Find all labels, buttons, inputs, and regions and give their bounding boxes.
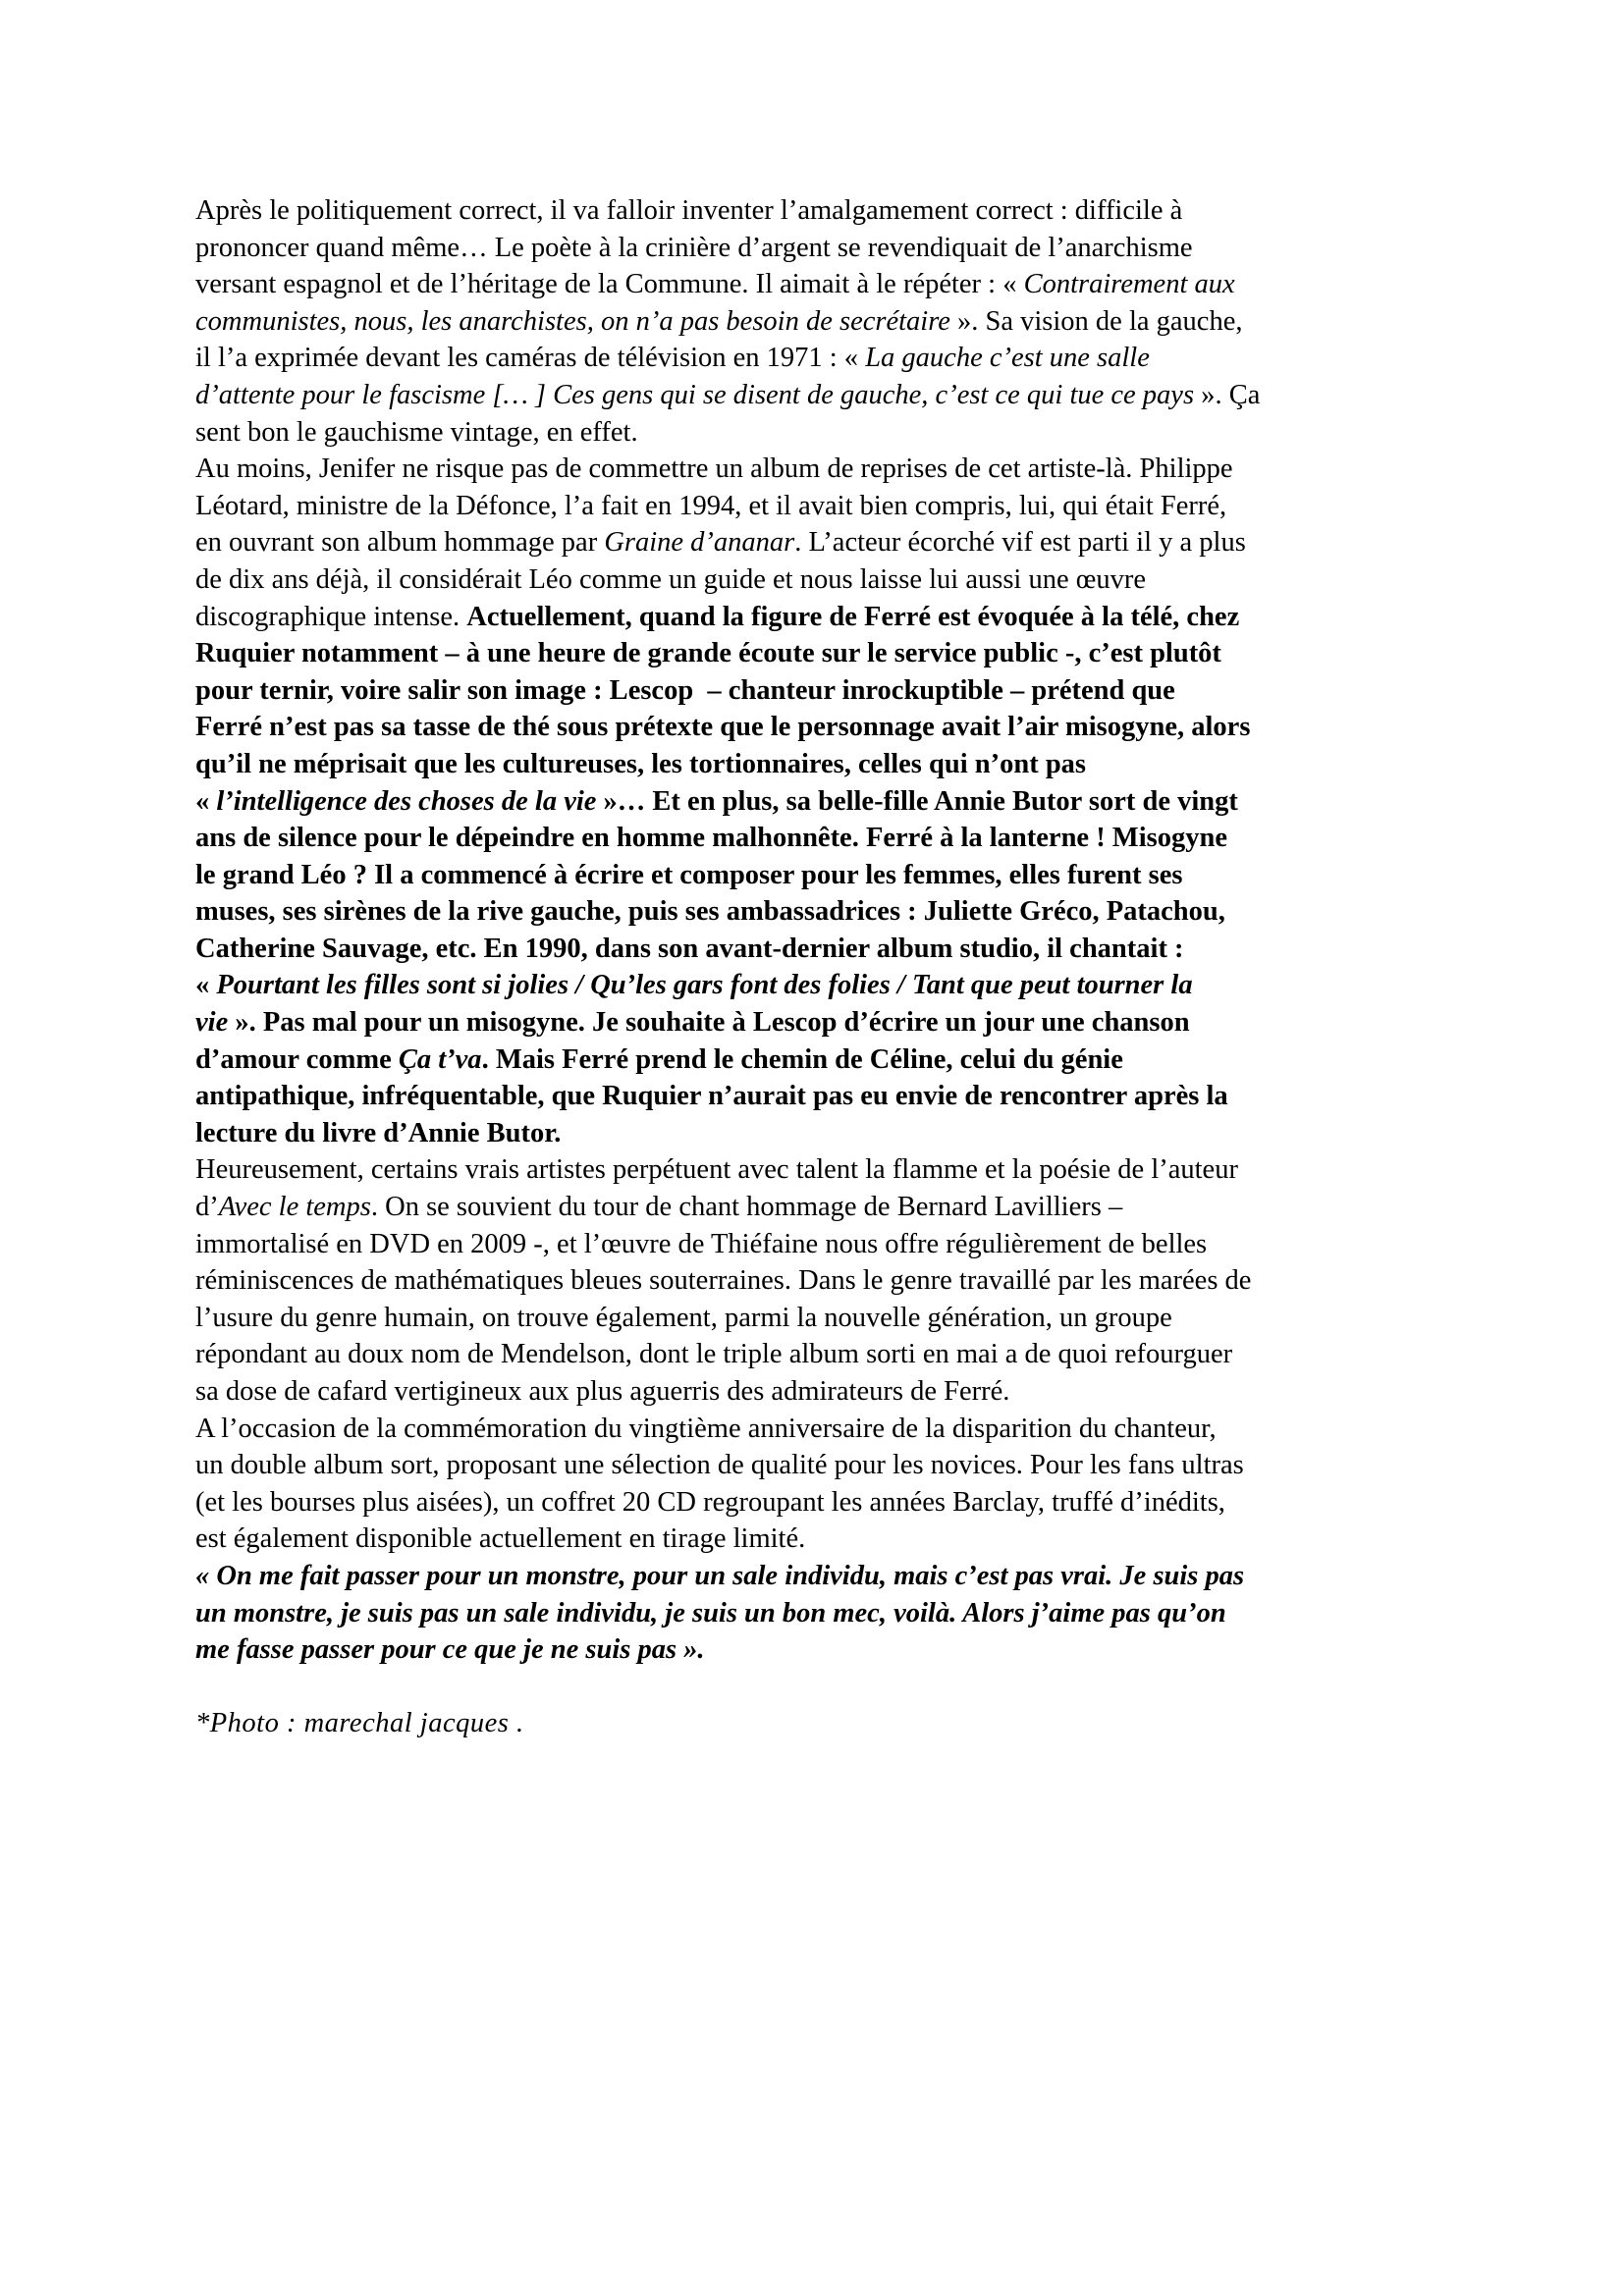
text-line xyxy=(195,967,1491,1004)
text-line xyxy=(195,561,1491,599)
text-run: en ouvrant son album hommage par xyxy=(195,527,605,559)
document-page xyxy=(195,192,1491,1742)
text-line xyxy=(195,820,1491,857)
text-line xyxy=(195,1336,1491,1373)
bold-text-run: . Mais Ferré prend le chemin de Céline, celui du génie xyxy=(481,1043,1123,1075)
bold-text-run: pour ternir, voire salir son image : Lescop – chanteur inrockuptible – prétend que xyxy=(195,674,1175,706)
text-line xyxy=(195,931,1491,968)
text-run: discographique intense. xyxy=(195,601,467,632)
italic-text-run: Graine d’ananar xyxy=(604,527,795,559)
text-run: un double album sort, proposant une sélection de qualité pour les novices. Pour les fans ultras xyxy=(195,1450,1244,1481)
paragraph xyxy=(195,451,1491,1151)
bold-text-run: lecture du livre d’Annie Butor. xyxy=(195,1117,562,1148)
text-run: A l’occasion de la commémoration du vingtième anniversaire de la disparition du chanteur, xyxy=(195,1413,1217,1444)
italic-text-run: d’attente pour le fascisme [… ] Ces gens qui se disent de gauche, c’est ce qui tue ce pays xyxy=(195,379,1195,410)
text-line xyxy=(195,1411,1491,1448)
text-run: Léotard, ministre de la Défonce, l’a fait en 1994, et il avait bien compris, lui, qui était Ferré, xyxy=(195,490,1227,521)
text-run: versant espagnol et de l’héritage de la Commune. Il aimait à le répéter : « xyxy=(195,269,1024,300)
italic-text-run: Contrairement aux xyxy=(1023,269,1235,300)
text-line xyxy=(195,1041,1491,1079)
text-line xyxy=(195,1373,1491,1411)
text-line xyxy=(195,1115,1491,1152)
bold-italic-text-run: Pourtant les filles sont si jolies / Qu’les gars font des folies / Tant que peut tourner la xyxy=(216,970,1193,1001)
text-run: . On se souvient du tour de chant hommage de Bernard Lavilliers – xyxy=(370,1192,1123,1223)
text-line xyxy=(195,672,1491,710)
photo-credit: *Photo : marechal jacques . xyxy=(195,1708,524,1739)
text-line xyxy=(195,709,1491,746)
text-run: immortalisé en DVD en 2009 -, et l’œuvre de Thiéfaine nous offre régulièrement de belles xyxy=(195,1228,1208,1259)
text-run: sa dose de cafard vertigineux aux plus aguerris des admirateurs de Ferré. xyxy=(195,1376,1010,1407)
text-run: sent bon le gauchisme vintage, en effet. xyxy=(195,416,638,448)
article-body xyxy=(195,192,1491,1669)
bold-italic-text-run: « On me fait passer pour un monstre, pour un sale individu, mais c’est pas vrai. Je suis pas xyxy=(195,1560,1245,1591)
text-run: d’ xyxy=(195,1192,219,1223)
bold-text-run: qu’il ne méprisait que les cultureuses, les tortionnaires, celles qui n’ont pas xyxy=(195,748,1087,779)
bold-text-run: d’amour comme xyxy=(195,1043,399,1075)
blank-line xyxy=(195,1669,1491,1706)
italic-text-run: La gauche c’est une salle xyxy=(865,343,1150,374)
text-run: (et les bourses plus aisées), un coffret 20 CD regroupant les années Barclay, truffé d’inédits, xyxy=(195,1486,1225,1518)
italic-text-run: communistes, nous, les anarchistes, on n’a pas besoin de secrétaire xyxy=(195,305,950,337)
text-line xyxy=(195,488,1491,525)
text-run: Au moins, Jenifer ne risque pas de commettre un album de reprises de cet artiste-là. Philippe xyxy=(195,454,1233,485)
text-line xyxy=(195,1595,1491,1632)
text-run: répondant au doux nom de Mendelson, dont le triple album sorti en mai a de quoi refourguer xyxy=(195,1339,1233,1370)
text-run: réminiscences de mathématiques bleues souterraines. Dans le genre travaillé par les marées de xyxy=(195,1265,1252,1297)
text-run: Après le politiquement correct, il va falloir inventer l’amalgamement correct : difficile à xyxy=(195,195,1183,226)
text-line xyxy=(195,1447,1491,1484)
bold-text-run: Ferré n’est pas sa tasse de thé sous prétexte que le personnage avait l’air misogyne, alors xyxy=(195,712,1251,743)
paragraph xyxy=(195,192,1491,451)
text-line xyxy=(195,1300,1491,1337)
paragraph xyxy=(195,1411,1491,1558)
text-run: il l’a exprimée devant les caméras de télévision en 1971 : « xyxy=(195,343,866,374)
text-line xyxy=(195,192,1491,230)
bold-text-run: ». Pas mal pour un misogyne. Je souhaite à Lescop d’écrire un jour une chanson xyxy=(228,1007,1190,1039)
bold-text-run: « xyxy=(195,785,217,817)
text-line xyxy=(195,1262,1491,1300)
text-line xyxy=(195,377,1491,414)
text-run: prononcer quand même… Le poète à la crinière d’argent se revendiquait de l’anarchisme xyxy=(195,232,1193,263)
bold-text-run: Catherine Sauvage, etc. En 1990, dans son avant-dernier album studio, il chantait : xyxy=(195,933,1184,964)
text-run: . L’acteur écorché vif est parti il y a plus xyxy=(794,527,1246,559)
text-line xyxy=(195,1484,1491,1522)
text-run: ». Ça xyxy=(1194,379,1261,410)
text-line xyxy=(195,1151,1491,1189)
bold-text-run: antipathique, infréquentable, que Ruquier n’aurait pas eu envie de rencontrer après la xyxy=(195,1081,1228,1112)
text-run: ». Sa vision de la gauche, xyxy=(949,305,1243,337)
bold-italic-text-run: un monstre, je suis pas un sale individu, je suis un bon mec, voilà. Alors j’aime pas qu’on xyxy=(195,1597,1226,1629)
paragraph xyxy=(195,1558,1491,1669)
text-line xyxy=(195,266,1491,303)
paragraph xyxy=(195,1151,1491,1410)
text-line xyxy=(195,1558,1491,1595)
text-run: de dix ans déjà, il considérait Léo comme un guide et nous laisse lui aussi une œuvre xyxy=(195,563,1146,595)
text-line xyxy=(195,783,1491,821)
text-line xyxy=(195,451,1491,488)
bold-italic-text-run: vie xyxy=(195,1007,229,1039)
text-line xyxy=(195,857,1491,894)
bold-text-run: »… Et en plus, sa belle-fille Annie Butor sort de vingt xyxy=(596,785,1238,817)
text-line xyxy=(195,1004,1491,1041)
text-run: est également disponible actuellement en tirage limité. xyxy=(195,1523,806,1555)
italic-text-run: Avec le temps xyxy=(218,1192,371,1223)
text-line xyxy=(195,599,1491,636)
text-run: Heureusement, certains vrais artistes perpétuent avec talent la flamme et la poésie de l’auteur xyxy=(195,1154,1238,1186)
bold-text-run: Ruquier notamment – à une heure de grande écoute sur le service public -, c’est plutôt xyxy=(195,638,1221,669)
text-line xyxy=(195,1631,1491,1669)
text-line xyxy=(195,1521,1491,1558)
bold-text-run: ans de silence pour le dépeindre en homme malhonnête. Ferré à la lanterne ! Misogyne xyxy=(195,823,1227,854)
text-line xyxy=(195,1189,1491,1226)
text-run: l’usure du genre humain, on trouve également, parmi la nouvelle génération, un groupe xyxy=(195,1302,1172,1333)
bold-italic-text-run: me fasse passer pour ce que je ne suis pas ». xyxy=(195,1634,705,1666)
text-line xyxy=(195,1078,1491,1115)
text-line xyxy=(195,524,1491,561)
text-line xyxy=(195,230,1491,267)
text-line xyxy=(195,414,1491,452)
text-line xyxy=(195,303,1491,341)
text-line xyxy=(195,1226,1491,1263)
bold-text-run: muses, ses sirènes de la rive gauche, puis ses ambassadrices : Juliette Gréco, Patachou, xyxy=(195,896,1225,928)
bold-text-run: « xyxy=(195,970,217,1001)
text-line xyxy=(195,893,1491,931)
text-line xyxy=(195,340,1491,377)
bold-italic-text-run: Ça t’va xyxy=(398,1043,482,1075)
bold-text-run: Actuellement, quand la figure de Ferré est évoquée à la télé, chez xyxy=(466,601,1240,632)
bold-italic-text-run: l’intelligence des choses de la vie xyxy=(216,785,597,817)
text-line xyxy=(195,635,1491,672)
text-line xyxy=(195,746,1491,783)
bold-text-run: le grand Léo ? Il a commencé à écrire et composer pour les femmes, elles furent ses xyxy=(195,859,1183,890)
